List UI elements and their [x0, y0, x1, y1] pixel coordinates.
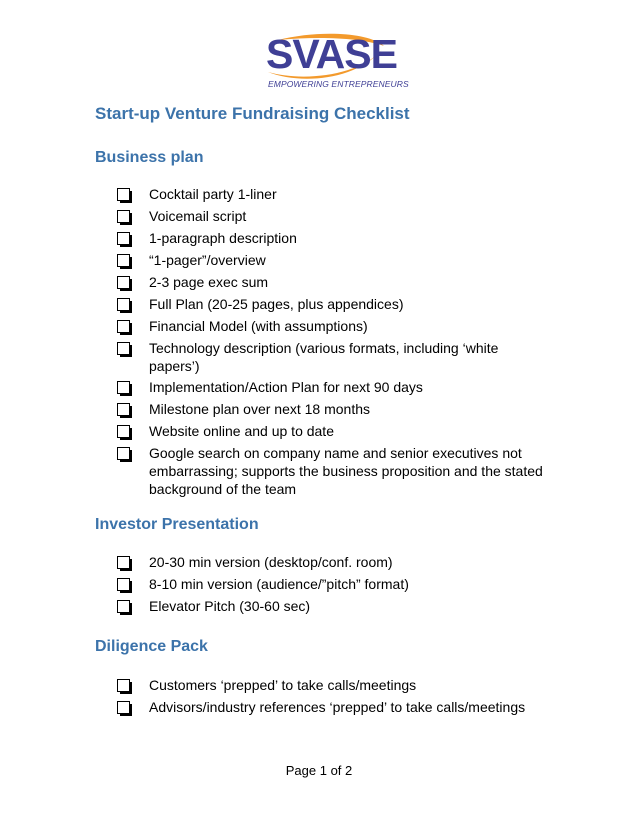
logo-tagline: EMPOWERING ENTREPRENEURS	[268, 79, 409, 89]
checkbox-icon[interactable]	[117, 320, 130, 333]
checkbox-icon[interactable]	[117, 342, 130, 355]
checkbox-icon[interactable]	[117, 578, 130, 591]
page-number: Page 1 of 2	[285, 763, 353, 778]
checkbox-icon[interactable]	[117, 447, 130, 460]
list-item-label: Technology description (various formats, including ‘white papers’)	[149, 340, 499, 374]
section-heading-business-plan: Business plan	[95, 149, 204, 166]
checkbox-icon[interactable]	[117, 276, 130, 289]
list-item-label: Milestone plan over next 18 months	[149, 401, 371, 417]
document-title: Start-up Venture Fundraising Checklist	[95, 104, 410, 123]
svase-logo	[258, 31, 409, 94]
list-item-label: 2-3 page exec sum	[149, 274, 269, 290]
section-heading-diligence-pack: Diligence Pack	[95, 638, 208, 655]
list-item-label: “1-pager”/overview	[149, 252, 266, 268]
checkbox-icon[interactable]	[117, 210, 130, 223]
checkbox-icon[interactable]	[117, 425, 130, 438]
list-item-label: 1-paragraph description	[149, 230, 297, 246]
list-item-label: Financial Model (with assumptions)	[149, 318, 368, 334]
list-item-label: Implementation/Action Plan for next 90 days	[149, 379, 423, 395]
list-item-label: Elevator Pitch (30-60 sec)	[149, 598, 311, 614]
list-item-label: Full Plan (20-25 pages, plus appendices)	[149, 296, 404, 312]
checkbox-icon[interactable]	[117, 679, 130, 692]
checkbox-icon[interactable]	[117, 298, 130, 311]
list-item-label: Website online and up to date	[149, 423, 334, 439]
checkbox-icon[interactable]	[117, 600, 130, 613]
checkbox-icon[interactable]	[117, 381, 130, 394]
checkbox-icon[interactable]	[117, 254, 130, 267]
list-item-label: Cocktail party 1-liner	[149, 186, 277, 202]
section-heading-investor-presentation: Investor Presentation	[95, 516, 259, 533]
list-item-label: Advisors/industry references ‘prepped’ to take calls/meetings	[149, 699, 526, 715]
checkbox-icon[interactable]	[117, 556, 130, 569]
list-item-label: Voicemail script	[149, 208, 247, 224]
checkbox-icon[interactable]	[117, 701, 130, 714]
checkbox-icon[interactable]	[117, 232, 130, 245]
list-item-label: Google search on company name and senior executives not embarrassing; supports the business proposition and the stated background of the team	[149, 445, 543, 497]
checkbox-icon[interactable]	[117, 188, 130, 201]
list-item-label: 8-10 min version (audience/”pitch” format)	[149, 576, 409, 592]
checkbox-icon[interactable]	[117, 403, 130, 416]
logo-wordmark: SVASE	[266, 31, 397, 77]
list-item-label: Customers ‘prepped’ to take calls/meetings	[149, 677, 417, 693]
list-item-label: 20-30 min version (desktop/conf. room)	[149, 554, 393, 570]
